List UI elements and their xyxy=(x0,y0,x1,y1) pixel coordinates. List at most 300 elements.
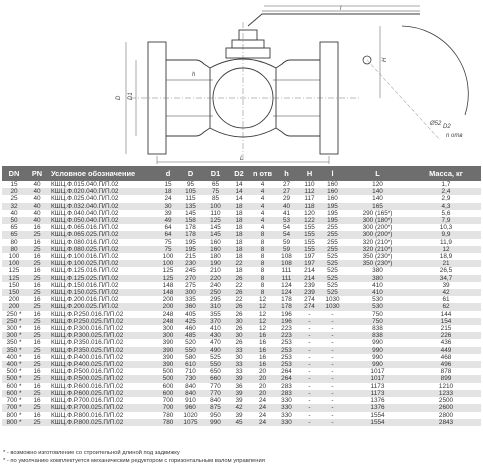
table-cell: КШЦ.Ф.150.016.П/П.02 xyxy=(48,282,158,289)
table-cell: 410 xyxy=(344,282,411,289)
table-cell: 16 xyxy=(26,397,48,404)
table-cell: КШЦ.Ф.Р.600.016.П/П.02 xyxy=(48,383,158,390)
table-cell: 26 xyxy=(228,311,250,318)
table-cell: 26 xyxy=(228,303,250,310)
table-row xyxy=(2,412,481,419)
table-cell: 12 xyxy=(411,246,481,253)
table-cell: 148 xyxy=(158,289,178,296)
table-cell: 460 xyxy=(178,325,203,332)
table-cell: 425 xyxy=(178,318,203,325)
table-cell: 300 xyxy=(178,289,203,296)
table-row xyxy=(2,303,481,310)
table-cell: КШЦ.Ф.Р.700.016.П/П.02 xyxy=(48,397,158,404)
table-row xyxy=(2,311,481,318)
table-cell: 26 xyxy=(228,339,250,346)
table-cell: 950 xyxy=(203,412,228,419)
table-cell: 16 xyxy=(26,368,48,375)
table-cell: 16 xyxy=(26,253,48,260)
table-cell: 250 xyxy=(203,289,228,296)
table-cell: 200 xyxy=(158,303,178,310)
table-cell: 45 xyxy=(228,419,250,426)
table-cell: 730 xyxy=(178,375,203,382)
table-cell: 800 * xyxy=(2,412,26,419)
table-cell: 700 * xyxy=(2,397,26,404)
table-cell: КШЦ.Ф.200.025.П/П.02 xyxy=(48,303,158,310)
table-cell: 197 xyxy=(298,253,321,260)
table-cell: 878 xyxy=(411,368,481,375)
table-cell: 300 (180*) xyxy=(344,217,411,224)
table-cell: 200 xyxy=(2,303,26,310)
table-cell: 525 xyxy=(203,354,228,361)
table-cell: КШЦ.Ф.025.040.П/П.02 xyxy=(48,195,158,202)
table-cell: 8 xyxy=(250,239,275,246)
table-cell: 525 xyxy=(321,282,344,289)
table-cell: 195 xyxy=(178,246,203,253)
table-row xyxy=(2,325,481,332)
table-cell: 25 xyxy=(26,361,48,368)
table-cell: КШЦ.Ф.Р.300.025.П/П.02 xyxy=(48,332,158,339)
table-row xyxy=(2,289,481,296)
table-cell: 18 xyxy=(228,267,250,274)
table-cell: 145 xyxy=(203,224,228,231)
table-cell: 410 xyxy=(344,289,411,296)
table-cell: - xyxy=(321,311,344,318)
table-cell: 2500 xyxy=(411,397,481,404)
table-cell: 165 xyxy=(344,203,411,210)
table-row xyxy=(2,181,481,188)
col-h: h xyxy=(275,166,298,181)
table-cell: 125 xyxy=(2,267,26,274)
table-cell: 145 xyxy=(203,231,228,238)
table-cell: 250 * xyxy=(2,311,26,318)
col-designation: Условное обозначение xyxy=(48,166,158,181)
table-cell: 600 xyxy=(158,383,178,390)
table-cell: 16 xyxy=(250,332,275,339)
table-cell: 65 xyxy=(203,181,228,188)
table-cell: 18 xyxy=(228,224,250,231)
table-cell: 196 xyxy=(275,311,298,318)
col-l: l xyxy=(321,166,344,181)
table-row xyxy=(2,390,481,397)
table-cell: 39 xyxy=(158,210,178,217)
table-cell: 95 xyxy=(178,181,203,188)
table-cell: КШЦ.Ф.020.040.П/П.02 xyxy=(48,188,158,195)
table-cell: 1376 xyxy=(344,397,411,404)
table-cell: 155 xyxy=(298,224,321,231)
table-cell: 875 xyxy=(203,404,228,411)
table-cell: 65 xyxy=(2,231,26,238)
table-cell: 155 xyxy=(298,231,321,238)
table-cell: 16 xyxy=(26,383,48,390)
table-cell: 240 xyxy=(203,282,228,289)
table-cell: 8 xyxy=(250,253,275,260)
table-cell: 158 xyxy=(178,217,203,224)
table-cell: 50 xyxy=(2,217,26,224)
table-cell: 320 (210*) xyxy=(344,239,411,246)
table-cell: - xyxy=(298,339,321,346)
table-cell: 24 xyxy=(158,195,178,202)
table-cell: 400 * xyxy=(2,354,26,361)
table-cell: 42 xyxy=(411,289,481,296)
table-cell: 14 xyxy=(228,188,250,195)
table-cell: 18 xyxy=(228,217,250,224)
table-cell: 214 xyxy=(298,275,321,282)
table-cell: 24 xyxy=(250,412,275,419)
table-cell: 1017 xyxy=(344,368,411,375)
table-cell: 32 xyxy=(2,203,26,210)
table-cell: 25 xyxy=(26,390,48,397)
table-cell: 350 * xyxy=(2,339,26,346)
table-cell: КШЦ.Ф.Р.800.025.П/П.02 xyxy=(48,419,158,426)
table-cell: 195 xyxy=(321,217,344,224)
table-row xyxy=(2,397,481,404)
table-cell: 300 (200*) xyxy=(344,231,411,238)
table-row xyxy=(2,217,481,224)
table-cell: 178 xyxy=(178,231,203,238)
table-cell: 40 xyxy=(275,203,298,210)
table-cell: 100 xyxy=(2,253,26,260)
valve-drawing xyxy=(0,0,483,165)
table-cell: 470 xyxy=(203,339,228,346)
table-cell: 20 xyxy=(250,368,275,375)
table-cell: 135 xyxy=(178,203,203,210)
table-row xyxy=(2,224,481,231)
table-cell: 12 xyxy=(250,311,275,318)
table-cell: 25 xyxy=(26,231,48,238)
table-cell: 390 xyxy=(158,339,178,346)
table-cell: 111 xyxy=(275,275,298,282)
table-cell: 10,3 xyxy=(411,224,481,231)
table-cell: 330 xyxy=(275,419,298,426)
table-cell: 18 xyxy=(228,253,250,260)
table-cell: 245 xyxy=(178,267,203,274)
table-cell: 468 xyxy=(411,354,481,361)
table-cell: 195 xyxy=(321,210,344,217)
col-D2: D2 xyxy=(228,166,250,181)
table-cell: 8 xyxy=(250,231,275,238)
table-cell: 39 xyxy=(228,390,250,397)
dim-L: L xyxy=(240,156,244,162)
table-cell: 22 xyxy=(228,260,250,267)
dim-l: l xyxy=(340,6,342,12)
table-cell: 8 xyxy=(250,289,275,296)
table-cell: 4,3 xyxy=(411,203,481,210)
table-cell: - xyxy=(298,361,321,368)
table-cell: 36 xyxy=(228,383,250,390)
table-cell: 108 xyxy=(275,253,298,260)
table-cell: 12 xyxy=(250,296,275,303)
table-cell: 838 xyxy=(344,325,411,332)
footnotes xyxy=(3,449,481,465)
table-cell: 290 (165*) xyxy=(344,210,411,217)
table-cell: 25 xyxy=(26,246,48,253)
table-cell: 54 xyxy=(275,231,298,238)
table-cell: 80 xyxy=(2,246,26,253)
table-cell: 2843 xyxy=(411,419,481,426)
table-cell: 200 xyxy=(158,296,178,303)
table-cell: 370 xyxy=(203,318,228,325)
table-cell: 178 xyxy=(275,296,298,303)
table-cell: 124 xyxy=(275,282,298,289)
table-cell: 223 xyxy=(275,332,298,339)
table-row xyxy=(2,260,481,267)
table-cell: 500 * xyxy=(2,375,26,382)
table-cell: 100 xyxy=(203,203,228,210)
table-cell: 40 xyxy=(26,195,48,202)
footnote: * - по умолчанию комплектуется механическим редуктором с горизонтальным валом управления xyxy=(3,458,265,464)
table-cell: 16 xyxy=(26,325,48,332)
table-cell: 660 xyxy=(203,375,228,382)
table-cell: 300 * xyxy=(2,332,26,339)
table-cell: 16 xyxy=(250,339,275,346)
table-cell: 26 xyxy=(228,325,250,332)
table-cell: 8 xyxy=(250,267,275,274)
table-row xyxy=(2,203,481,210)
table-row xyxy=(2,282,481,289)
table-cell: 85 xyxy=(203,195,228,202)
table-cell: 214 xyxy=(298,267,321,274)
table-cell: 1017 xyxy=(344,375,411,382)
table-cell: - xyxy=(298,368,321,375)
table-cell: 26,5 xyxy=(411,267,481,274)
table-cell: КШЦ.Ф.Р.700.025.П/П.02 xyxy=(48,404,158,411)
table-cell: 4 xyxy=(250,181,275,188)
table-cell: 150 xyxy=(2,289,26,296)
table-cell: 960 xyxy=(178,404,203,411)
table-cell: 29 xyxy=(275,195,298,202)
table-cell: 355 xyxy=(203,311,228,318)
table-cell: 24 xyxy=(250,397,275,404)
table-cell: КШЦ.Ф.125.016.П/П.02 xyxy=(48,267,158,274)
table-cell: 178 xyxy=(275,303,298,310)
table-cell: КШЦ.Ф.150.025.П/П.02 xyxy=(48,289,158,296)
table-cell: 990 xyxy=(344,339,411,346)
table-cell: 20 xyxy=(2,188,26,195)
table-cell: 1075 xyxy=(178,419,203,426)
table-cell: 750 xyxy=(344,318,411,325)
table-cell: 26 xyxy=(228,275,250,282)
table-cell: 18,9 xyxy=(411,253,481,260)
table-cell: 27 xyxy=(275,181,298,188)
table-cell: 100 xyxy=(158,253,178,260)
table-cell: 30 xyxy=(158,203,178,210)
table-cell: 780 xyxy=(158,419,178,426)
table-cell: 335 xyxy=(178,296,203,303)
dim-h: h xyxy=(192,72,196,78)
table-cell: 2600 xyxy=(411,404,481,411)
dim-H: H xyxy=(382,57,388,62)
table-cell: 600 xyxy=(158,390,178,397)
table-cell: 449 xyxy=(411,347,481,354)
table-cell: 990 xyxy=(344,354,411,361)
table-cell: 25 xyxy=(26,404,48,411)
table-cell: - xyxy=(298,390,321,397)
table-cell: 770 xyxy=(203,390,228,397)
table-row xyxy=(2,318,481,325)
table-cell: 20 xyxy=(250,375,275,382)
table-cell: 16 xyxy=(26,239,48,246)
table-cell: 40 xyxy=(26,188,48,195)
table-cell: 61 xyxy=(411,296,481,303)
col-mass: Масса, кг xyxy=(411,166,481,181)
table-cell: 300 * xyxy=(2,325,26,332)
table-cell: 25 xyxy=(26,303,48,310)
table-cell: - xyxy=(298,332,321,339)
table-cell: 1030 xyxy=(321,296,344,303)
table-row xyxy=(2,275,481,282)
table-cell: 8 xyxy=(250,275,275,282)
table-cell: 295 xyxy=(203,296,228,303)
table-cell: 18 xyxy=(228,246,250,253)
table-cell: 4 xyxy=(250,203,275,210)
table-cell: 25 xyxy=(26,260,48,267)
table-cell: 120 xyxy=(344,181,411,188)
table-cell: 215 xyxy=(178,253,203,260)
dim-D: D xyxy=(116,95,122,100)
table-row xyxy=(2,267,481,274)
table-cell: - xyxy=(321,325,344,332)
table-cell: 125 xyxy=(158,275,178,282)
table-cell: 160 xyxy=(321,188,344,195)
table-cell: 380 xyxy=(344,267,411,274)
table-cell: 25 xyxy=(26,347,48,354)
table-cell: 59 xyxy=(275,239,298,246)
col-L: L xyxy=(344,166,411,181)
table-cell: 117 xyxy=(298,195,321,202)
col-pn: PN xyxy=(26,166,48,181)
table-cell: 64 xyxy=(158,224,178,231)
table-cell: - xyxy=(321,354,344,361)
table-cell: 30 xyxy=(228,318,250,325)
table-cell: 25 xyxy=(26,289,48,296)
table-cell: 41 xyxy=(275,210,298,217)
table-cell: - xyxy=(298,397,321,404)
table-header-row xyxy=(2,166,481,181)
table-cell: 2,4 xyxy=(411,188,481,195)
table-cell: 155 xyxy=(298,246,321,253)
table-cell: - xyxy=(321,404,344,411)
table-cell: - xyxy=(298,318,321,325)
table-cell: 65 xyxy=(2,224,26,231)
table-cell: 49 xyxy=(158,217,178,224)
table-cell: 154 xyxy=(411,318,481,325)
table-cell: 350 (230*) xyxy=(344,253,411,260)
valve-stem xyxy=(239,30,257,40)
table-cell: 405 xyxy=(178,311,203,318)
table-cell: 990 xyxy=(203,419,228,426)
table-cell: 230 xyxy=(178,260,203,267)
table-row xyxy=(2,419,481,426)
table-cell: 600 * xyxy=(2,390,26,397)
table-cell: 27 xyxy=(275,188,298,195)
table-cell: 264 xyxy=(275,375,298,382)
table-cell: 300 (200*) xyxy=(344,224,411,231)
col-D1: D1 xyxy=(203,166,228,181)
table-row xyxy=(2,354,481,361)
table-cell: 110 xyxy=(203,210,228,217)
table-row xyxy=(2,246,481,253)
table-cell: 275 xyxy=(178,282,203,289)
table-cell: - xyxy=(321,375,344,382)
table-cell: 220 xyxy=(203,275,228,282)
table-cell: КШЦ.Ф.040.040.П/П.02 xyxy=(48,210,158,217)
table-cell: - xyxy=(321,368,344,375)
table-cell: 160 xyxy=(203,246,228,253)
table-cell: - xyxy=(298,354,321,361)
table-cell: 253 xyxy=(275,361,298,368)
table-row xyxy=(2,404,481,411)
table-cell: КШЦ.Ф.Р.350.025.П/П.02 xyxy=(48,347,158,354)
table-cell: 140 xyxy=(344,188,411,195)
table-cell: 42 xyxy=(228,404,250,411)
table-cell: 197 xyxy=(298,260,321,267)
table-cell: 34,7 xyxy=(411,275,481,282)
table-cell: 840 xyxy=(203,397,228,404)
table-cell: КШЦ.Ф.Р.300.016.П/П.02 xyxy=(48,325,158,332)
table-cell: 390 xyxy=(158,354,178,361)
table-cell: 15 xyxy=(158,181,178,188)
table-cell: 18 xyxy=(228,203,250,210)
table-cell: 1210 xyxy=(411,383,481,390)
table-cell: 4 xyxy=(250,210,275,217)
table-cell: КШЦ.Ф.080.016.П/П.02 xyxy=(48,239,158,246)
table-cell: 25 xyxy=(26,375,48,382)
table-cell: 144 xyxy=(411,311,481,318)
table-cell: 40 xyxy=(26,210,48,217)
table-cell: 40 xyxy=(2,210,26,217)
table-cell: 436 xyxy=(411,339,481,346)
table-cell: 26 xyxy=(228,289,250,296)
table-cell: 9,9 xyxy=(411,231,481,238)
col-D: D xyxy=(178,166,203,181)
table-cell: 16 xyxy=(26,296,48,303)
table-cell: 80 xyxy=(2,239,26,246)
table-cell: 990 xyxy=(344,361,411,368)
table-cell: 500 * xyxy=(2,368,26,375)
table-cell: - xyxy=(298,311,321,318)
col-dn: DN xyxy=(2,166,26,181)
table-cell: 310 xyxy=(203,303,228,310)
table-cell: КШЦ.Ф.050.040.П/П.02 xyxy=(48,217,158,224)
table-cell: 550 xyxy=(203,361,228,368)
dim-n-holes: n отв xyxy=(446,133,463,139)
table-cell: 239 xyxy=(298,289,321,296)
table-cell: 75 xyxy=(158,246,178,253)
table-cell: 520 xyxy=(178,339,203,346)
table-cell: 54 xyxy=(275,224,298,231)
table-cell: 330 xyxy=(275,397,298,404)
table-cell: КШЦ.Ф.Р.800.016.П/П.02 xyxy=(48,412,158,419)
table-cell: 196 xyxy=(275,318,298,325)
table-cell: КШЦ.Ф.100.025.П/П.02 xyxy=(48,260,158,267)
dim-D1: D1 xyxy=(128,92,134,100)
flange-face-view xyxy=(402,26,468,115)
table-cell: 248 xyxy=(158,311,178,318)
table-cell: КШЦ.Ф.100.016.П/П.02 xyxy=(48,253,158,260)
table-cell: 430 xyxy=(203,332,228,339)
table-cell: 710 xyxy=(178,368,203,375)
table-cell: КШЦ.Ф.080.025.П/П.02 xyxy=(48,246,158,253)
table-cell: 105 xyxy=(178,188,203,195)
table-cell: 145 xyxy=(178,210,203,217)
table-cell: КШЦ.Ф.065.016.П/П.02 xyxy=(48,224,158,231)
table-cell: 300 xyxy=(158,325,178,332)
table-cell: КШЦ.Ф.200.016.П/П.02 xyxy=(48,296,158,303)
table-cell: 496 xyxy=(411,361,481,368)
table-row xyxy=(2,239,481,246)
table-cell: 215 xyxy=(411,325,481,332)
table-cell: 360 xyxy=(178,303,203,310)
